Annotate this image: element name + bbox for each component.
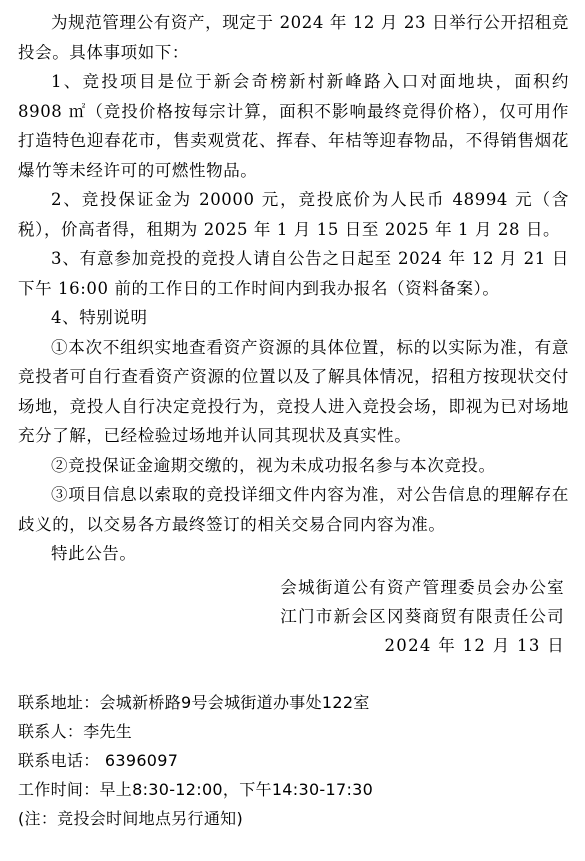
item-1-paragraph: 1、竞投项目是位于新会奇榜新村新峰路入口对面地块，面积约 8908 ㎡（竞投价格按每宗计算，面积不影响最终竞得价格），仅可用作打造特色迎春花市，售卖观赏花、挥春、年桔等迎春物品，不得销售烟花爆竹等未经许可的可燃性物品。 bbox=[18, 72, 569, 180]
contact-info bbox=[18, 688, 569, 833]
intro-paragraph: 为规范管理公有资产，现定于 2024 年 12 月 23 日举行公开招租竞投会。具体事项如下： bbox=[18, 13, 569, 62]
notice-body bbox=[18, 8, 569, 569]
note-1-paragraph: ①本次不组织实地查看资产资源的具体位置，标的以实际为准，有意竞投者可自行查看资产资源的位置以及了解具体情况，招租方按现状交付场地，竞投人自行决定竞投行为，竞投人进入竞投会场，即视为已对场地充分了解，已经检验过场地并认同其现状及真实性。 bbox=[18, 337, 569, 445]
item-2-paragraph: 2、竞投保证金为 20000 元，竞投底价为人民币 48994 元（含税），价高者得，租期为 2025 年 1 月 15 日至 2025 年 1 月 28 日。 bbox=[18, 190, 569, 239]
signature-date: 2024 年 12 月 13 日 bbox=[384, 635, 565, 655]
item-4-heading: 4、特别说明 bbox=[51, 308, 148, 327]
closing-line: 特此公告。 bbox=[51, 544, 137, 563]
contact-person: 联系人：李先生 bbox=[18, 721, 133, 741]
contact-address: 联系地址：会城新桥路9号会城街道办事处122室 bbox=[18, 692, 370, 712]
signature-block bbox=[18, 573, 569, 660]
note-2-paragraph: ②竞投保证金逾期交缴的，视为未成功报名参与本次竞投。 bbox=[51, 455, 496, 475]
item-3-paragraph: 3、有意参加竞投的竞投人请自公告之日起至 2024 年 12 月 21 日下午 16:00 前的工作日的工作时间内到我办报名（资料备案）。 bbox=[18, 249, 569, 298]
signature-company: 江门市新会区冈葵商贸有限责任公司 bbox=[280, 606, 565, 626]
contact-note: (注：竞投会时间地点另行通知) bbox=[18, 808, 243, 828]
note-3-paragraph: ③项目信息以索取的竞投详细文件内容为准，对公告信息的理解存在歧义的，以交易各方最终签订的相关交易合同内容为准。 bbox=[18, 485, 569, 534]
contact-hours: 工作时间：早上8:30-12:00，下午14:30-17:30 bbox=[18, 779, 374, 799]
contact-phone: 联系电话： 6396097 bbox=[18, 750, 179, 770]
signature-office: 会城街道公有资产管理委员会办公室 bbox=[280, 577, 565, 597]
